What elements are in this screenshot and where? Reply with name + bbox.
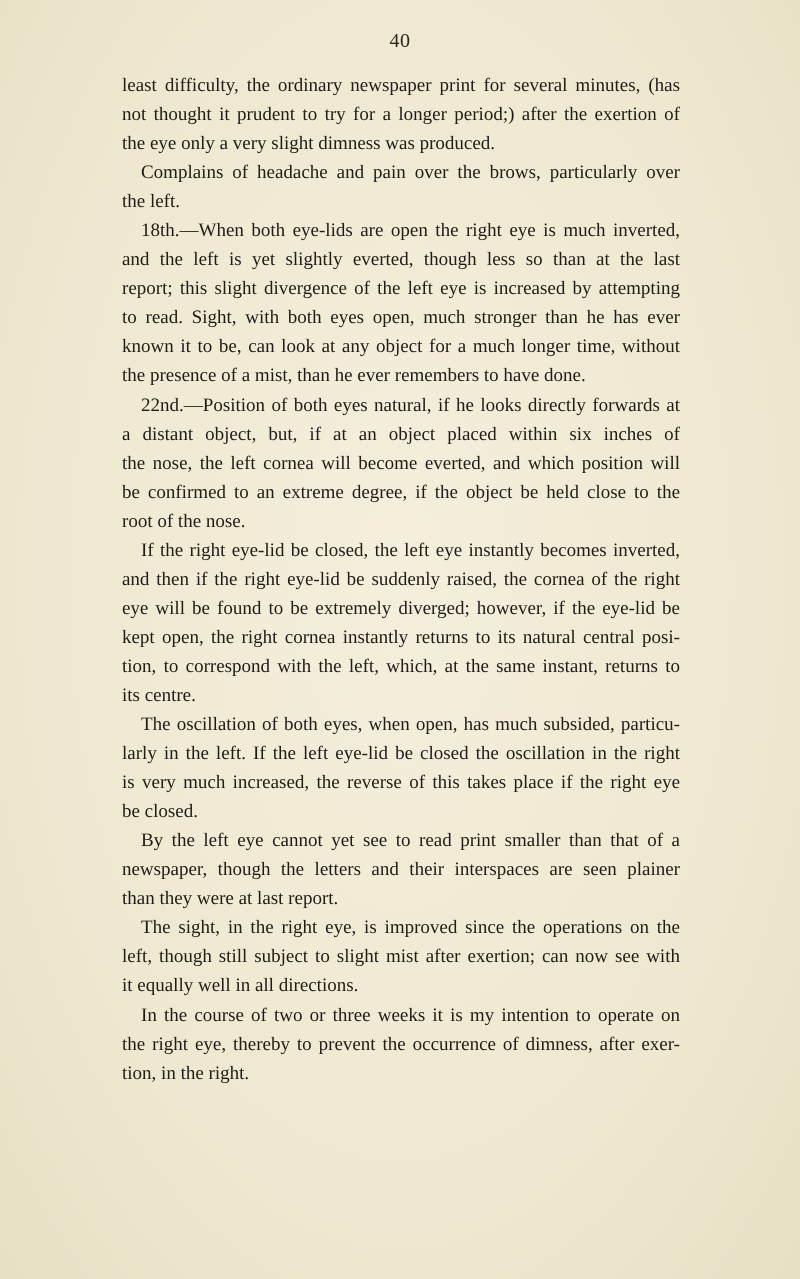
text-line: than they were at last report. bbox=[122, 888, 339, 910]
text-line: eye will be found to be extremely diverged; however, if the eye-lid be bbox=[122, 597, 680, 619]
text-line: By the left eye cannot yet see to read print smaller than that of a bbox=[141, 830, 680, 852]
text-line: the nose, the left cornea will become everted, and which position will bbox=[122, 452, 680, 474]
text-line: is very much increased, the reverse of this takes place if the right eye bbox=[122, 772, 680, 794]
text-line: If the right eye-lid be closed, the left eye instantly becomes inverted, bbox=[141, 539, 680, 561]
text-line: and then if the right eye-lid be suddenly raised, the cornea of the right bbox=[122, 568, 680, 590]
text-line: known it to be, can look at any object for a much longer time, without bbox=[122, 336, 680, 358]
text-line: to read. Sight, with both eyes open, much stronger than he has ever bbox=[122, 307, 680, 329]
text-line: kept open, the right cornea instantly returns to its natural central posi- bbox=[122, 626, 680, 648]
text-line: report; this slight divergence of the left eye is increased by attempting bbox=[122, 278, 680, 300]
text-line: Complains of headache and pain over the brows, particularly over bbox=[141, 162, 680, 184]
text-line: least difficulty, the ordinary newspaper print for several minutes, (has bbox=[122, 75, 680, 96]
text-line: 18th.—When both eye-lids are open the right eye is much inverted, bbox=[141, 220, 680, 242]
text-line: the eye only a very slight dimness was produced. bbox=[122, 133, 496, 155]
text-line: In the course of two or three weeks it is my intention to operate on bbox=[141, 1004, 680, 1026]
text-line: the left. bbox=[122, 191, 181, 213]
text-line: tion, in the right. bbox=[122, 1062, 250, 1084]
text-line: The oscillation of both eyes, when open, has much subsided, particu- bbox=[141, 714, 680, 736]
text-line: be closed. bbox=[122, 801, 198, 823]
text-line: be confirmed to an extreme degree, if the object be held close to the bbox=[122, 481, 680, 503]
text-line: the right eye, thereby to prevent the occurrence of dimness, after exer- bbox=[122, 1033, 680, 1055]
text-line: a distant object, but, if at an object placed within six inches of bbox=[122, 423, 680, 445]
text-line: 22nd.—Position of both eyes natural, if he looks directly forwards at bbox=[141, 394, 680, 416]
text-line: it equally well in all directions. bbox=[122, 975, 359, 997]
text-line: left, though still subject to slight mist after exertion; can now see with bbox=[122, 946, 680, 968]
text-line: larly in the left. If the left eye-lid be closed the oscillation in the right bbox=[122, 743, 680, 765]
text-line: The sight, in the right eye, is improved since the operations on the bbox=[141, 917, 680, 939]
text-line: the presence of a mist, than he ever remembers to have done. bbox=[122, 365, 586, 387]
text-line: not thought it prudent to try for a longer period;) after the exertion of bbox=[122, 104, 680, 126]
text-line: newspaper, though the letters and their interspaces are seen plainer bbox=[122, 859, 680, 881]
page-number: 40 bbox=[389, 30, 411, 52]
text-line: root of the nose. bbox=[122, 510, 246, 532]
text-line: its centre. bbox=[122, 684, 196, 706]
text-line: and the left is yet slightly everted, though less so than at the last bbox=[122, 249, 680, 271]
text-line: tion, to correspond with the left, which, at the same instant, returns to bbox=[122, 655, 680, 677]
body-text bbox=[122, 71, 680, 1088]
